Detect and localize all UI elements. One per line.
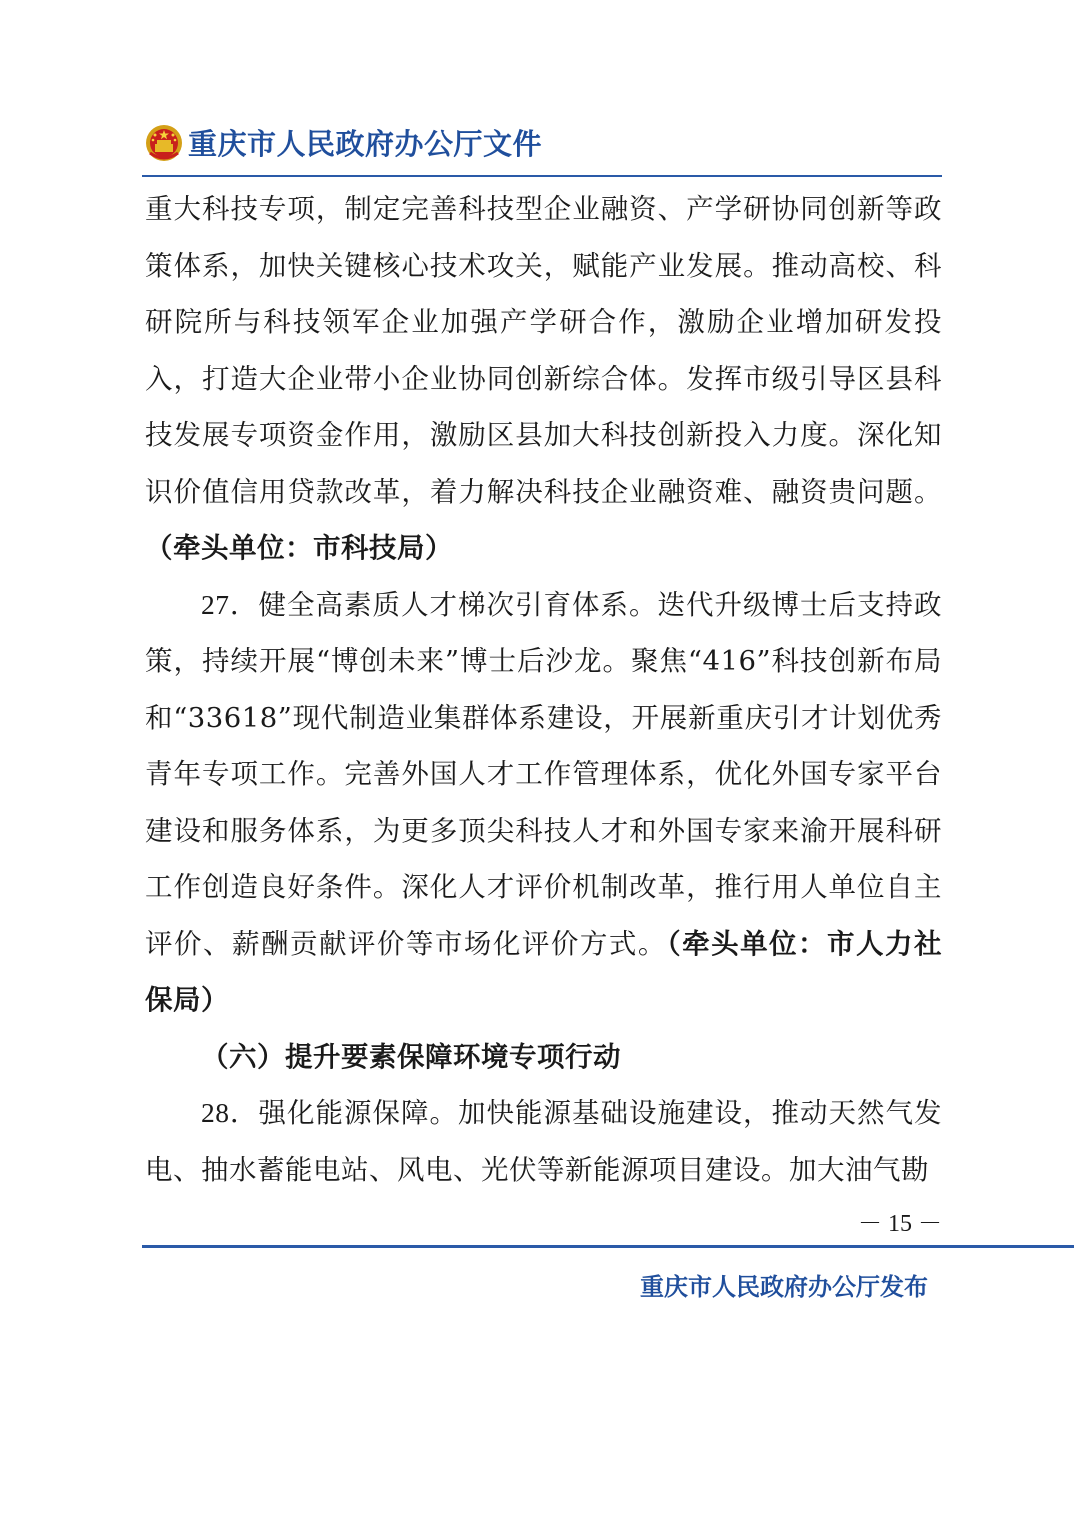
paragraph-28: 28．强化能源保障。加快能源基础设施建设，推动天然气发电、抽水蓄能电站、风电、光伏等新能源项目建设。加大油气勘 <box>145 1097 942 1186</box>
national-emblem-icon <box>144 123 184 163</box>
footer-publisher: 重庆市人民政府办公厅发布 <box>640 1273 928 1301</box>
document-body <box>145 181 942 1198</box>
document-header <box>144 122 542 163</box>
footer-divider <box>142 1245 1074 1248</box>
header-title: 重庆市人民政府办公厅文件 <box>188 127 543 161</box>
paragraph-continued: 重大科技专项，制定完善科技型企业融资、产学研协同创新等政策体系，加快关键核心技术攻关，赋能产业发展。推动高校、科研院所与科技领军企业加强产学研合作，激励企业增加研发投入，打造大企业带小企业协同创新综合体。发挥市级引导区县科技发展专项资金作用，激励区县加大科技创新投入力度。深化知识价值信用贷款改革，着力解决科技企业融资难、融资贵问题。（牵头单位：市科技局） <box>145 193 942 564</box>
page-number: － 15 － <box>858 1211 942 1237</box>
paragraph-27: 27．健全高素质人才梯次引育体系。迭代升级博士后支持政策，持续开展“博创未来”博士后沙龙。聚焦“416”科技创新布局和“33618”现代制造业集群体系建设，开展新重庆引才计划优秀青年专项工作。完善外国人才工作管理体系，优化外国专家平台建设和服务体系，为更多顶尖科技人才和外国专家来渝开展科研工作创造良好条件。深化人才评价机制改革，推行用人单位自主评价、薪酬贡献评价等市场化评价方式。（牵头单位：市人力社保局） <box>145 588 943 1016</box>
header-divider <box>142 175 942 177</box>
section-heading: （六）提升要素保障环境专项行动 <box>201 1040 621 1073</box>
